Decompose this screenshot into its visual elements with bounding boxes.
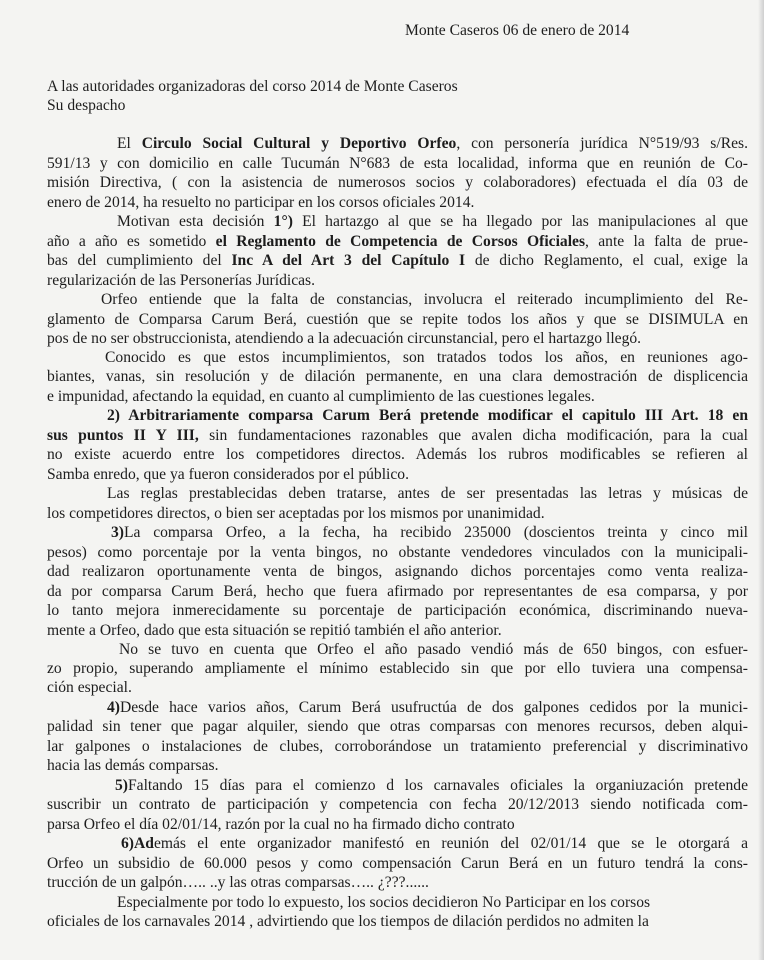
text-run: parsa Orfeo el día 02/01/14, razón por la cual no ha firmado dicho contrato	[47, 816, 515, 833]
body-line	[101, 290, 748, 310]
text-run: dad realizaron oportunamente venta de bingos, asignando dichos porcentajes como venta realiza-	[47, 563, 748, 580]
body-line	[47, 445, 748, 465]
text-run: e impunidad, afectando la equidad, en cuanto al cumplimiento de las cuestiones legales.	[47, 388, 595, 405]
text-run: palidad sin tener que pagar alquiler, siendo que otras comparsas con menores recursos, deben alqui-	[47, 718, 748, 735]
addressee-greeting: Su despacho	[47, 97, 126, 114]
body-line	[107, 484, 748, 504]
bold-text-run: 1°)	[273, 213, 293, 230]
text-run: regularización de las Personerías Jurídicas.	[47, 272, 316, 289]
body-line	[47, 815, 515, 835]
body-line	[47, 387, 595, 407]
text-run: 591/13 y con domicilio en calle Tucumán N°683 de esta localidad, informa que en reunión de Co-	[47, 155, 748, 172]
body-line	[47, 232, 748, 252]
body-line	[47, 426, 748, 446]
body-line	[117, 212, 748, 232]
bold-text-run: Inc A del Art 3 del Capítulo I	[231, 252, 466, 269]
body-line	[117, 893, 650, 913]
text-run: de dicho Reglamento, el cual, exige la	[465, 252, 748, 269]
bold-text-run: 4)	[107, 699, 120, 716]
bold-text-run: sus puntos II Y III,	[47, 427, 199, 444]
body-line	[47, 465, 409, 485]
bold-text-run: 2) Arbitrariamente comparsa Carum Berá pretende modificar el	[107, 407, 583, 424]
body-line	[47, 154, 748, 174]
text-run: Faltando 15 días para el comienzo d los carnavales oficiales la organiuzación pretende	[128, 777, 748, 794]
text-run: Especialmente por todo lo expuesto, los socios decidieron No Participar en los corsos	[117, 894, 651, 911]
text-run: mente a Orfeo, dado que esta situación se repitió también el año anterior.	[47, 622, 502, 639]
body-line	[47, 251, 748, 271]
body-line	[47, 621, 502, 641]
text-run: Desde hace varios años, Carum Berá usufructúa de dos galpones cedidos por la munici-	[120, 699, 748, 716]
text-run: trucción de un galpón….. ..y las otras comparsas….. ¿???......	[47, 874, 429, 891]
body-line	[47, 854, 748, 874]
text-run: No se tuvo en cuenta que Orfeo el año pasado vendió más de 650 bingos, con esfuer-	[119, 641, 748, 658]
body-line	[47, 795, 748, 815]
text-run: oficiales de los carnavales 2014 , advirtiendo que los tiempos de dilación perdidos no admiten la	[47, 913, 649, 930]
addressee-line: A las autoridades organizadoras del corso 2014 de Monte Caseros	[47, 78, 458, 95]
body-line	[47, 737, 748, 757]
text-run: Samba enredo, que ya fueron considerados por el público.	[47, 466, 410, 483]
text-run: Orfeo un subsidio de 60.000 pesos y como compensación Carun Berá en un futuro tendrá la cons-	[47, 855, 748, 872]
bold-text-run: 6)Ad	[121, 835, 154, 852]
body-line	[47, 582, 748, 602]
body-line	[47, 717, 748, 737]
date-line: Monte Caseros 06 de enero de 2014	[405, 22, 630, 39]
text-run: los competidores directos, o bien ser aceptadas por los mismos por unanimidad.	[47, 505, 545, 522]
body-line	[111, 523, 748, 543]
page-edge-shadow	[758, 0, 764, 960]
text-run: El hartazgo al que se ha llegado por las manipulaciones al que	[292, 213, 748, 230]
text-run: no existe acuerdo entre los competidores directos. Además los rubros modificables se refieren al	[47, 446, 748, 463]
text-run: ción especial.	[47, 679, 132, 696]
body-line	[47, 271, 315, 291]
text-run: enero de 2014, ha resuelto no participar en los corsos oficiales 2014.	[47, 194, 475, 211]
text-run: año a año es sometido	[47, 233, 216, 250]
bold-text-run: Circulo Social Cultural y Deportivo Orfeo	[141, 135, 457, 152]
text-run: hacia las demás comparsas.	[47, 757, 219, 774]
body-line	[115, 776, 748, 796]
text-run: Orfeo entiende que la falta de constancias, involucra el reiterado incumplimiento del Re-	[101, 291, 748, 308]
body-line	[47, 310, 748, 330]
text-run: sin fundamentaciones razonables que avalen dicha modificación, para la cual	[198, 427, 748, 444]
body-line	[107, 406, 748, 426]
text-run: pesos) como porcentaje por la venta bingos, no obstante vendedores vinculados con la municipali-	[47, 544, 748, 561]
body-line	[47, 193, 474, 213]
text-run: La comparsa Orfeo, a la fecha, ha recibido 235000 (doscientos treinta y cinco mil	[124, 524, 748, 541]
body-line	[105, 348, 748, 368]
body-line	[119, 640, 748, 660]
text-run: da por comparsa Carum Berá, hecho que fuera afirmado por representantes de esa comparsa, y por	[47, 583, 748, 600]
bold-text-run: capitulo III Art. 18 en	[582, 407, 748, 424]
text-run: , con personería jurídica N°519/93 s/Res.	[456, 135, 748, 152]
body-line	[47, 504, 545, 524]
text-run: biantes, vanas, sin resolución y de dilación permanente, en una clara demostración de displicencia	[47, 368, 748, 385]
text-run: Conocido es que estos incumplimientos, son tratados todos los años, en reuniones ago-	[105, 349, 748, 366]
text-run: pos de no ser obstruccionista, atendiendo a la adecuación circunstancial, pero el hartazgo llegó.	[47, 330, 642, 347]
body-line	[47, 543, 748, 563]
body-line	[47, 367, 748, 387]
text-run: , ante la falta de prue-	[585, 233, 748, 250]
body-line	[47, 173, 748, 193]
text-run: Las reglas prestablecidas deben tratarse, antes de ser presentadas las letras y músicas de	[107, 485, 748, 502]
body-line	[47, 329, 641, 349]
body-line	[47, 756, 218, 776]
text-run: glamento de Comparsa Carum Berá, cuestión que se repite todos los años y que se DISIMULA en	[47, 311, 748, 328]
text-run: suscribir un contrato de participación y competencia con fecha 20/12/2013 siendo notificada com-	[47, 796, 748, 813]
text-run: lo tanto mejora inmerecidamente su porcentaje de participación económica, discriminando nueva-	[47, 602, 748, 619]
text-run: emás el ente organizador manifestó en reunión del 02/01/14 que se le otorgará a	[153, 835, 748, 852]
bold-text-run: el Reglamento de Competencia de Corsos Oficiales	[215, 233, 586, 250]
body-line	[47, 659, 748, 679]
text-run: bas del cumplimiento del	[47, 252, 232, 269]
text-run: zo propio, superando ampliamente el mínimo establecido sin que por ello tuviera una compensa-	[47, 660, 748, 677]
body-line	[47, 678, 132, 698]
body-line	[121, 834, 748, 854]
text-run: misión Directiva, ( con la asistencia de numerosos socios y colaboradores) efectuada el día 03 de	[47, 174, 748, 191]
body-line	[47, 912, 649, 932]
text-run: El	[117, 135, 142, 152]
text-run: lar galpones o instalaciones de clubes, corroborándose un tratamiento preferencial y discriminativo	[47, 738, 748, 755]
bold-text-run: 5)	[115, 777, 128, 794]
body-line	[117, 134, 748, 154]
body-line	[107, 698, 748, 718]
body-line	[47, 873, 429, 893]
body-line	[47, 562, 748, 582]
body-line	[47, 601, 748, 621]
text-run: Motivan esta decisión	[117, 213, 274, 230]
bold-text-run: 3)	[111, 524, 124, 541]
